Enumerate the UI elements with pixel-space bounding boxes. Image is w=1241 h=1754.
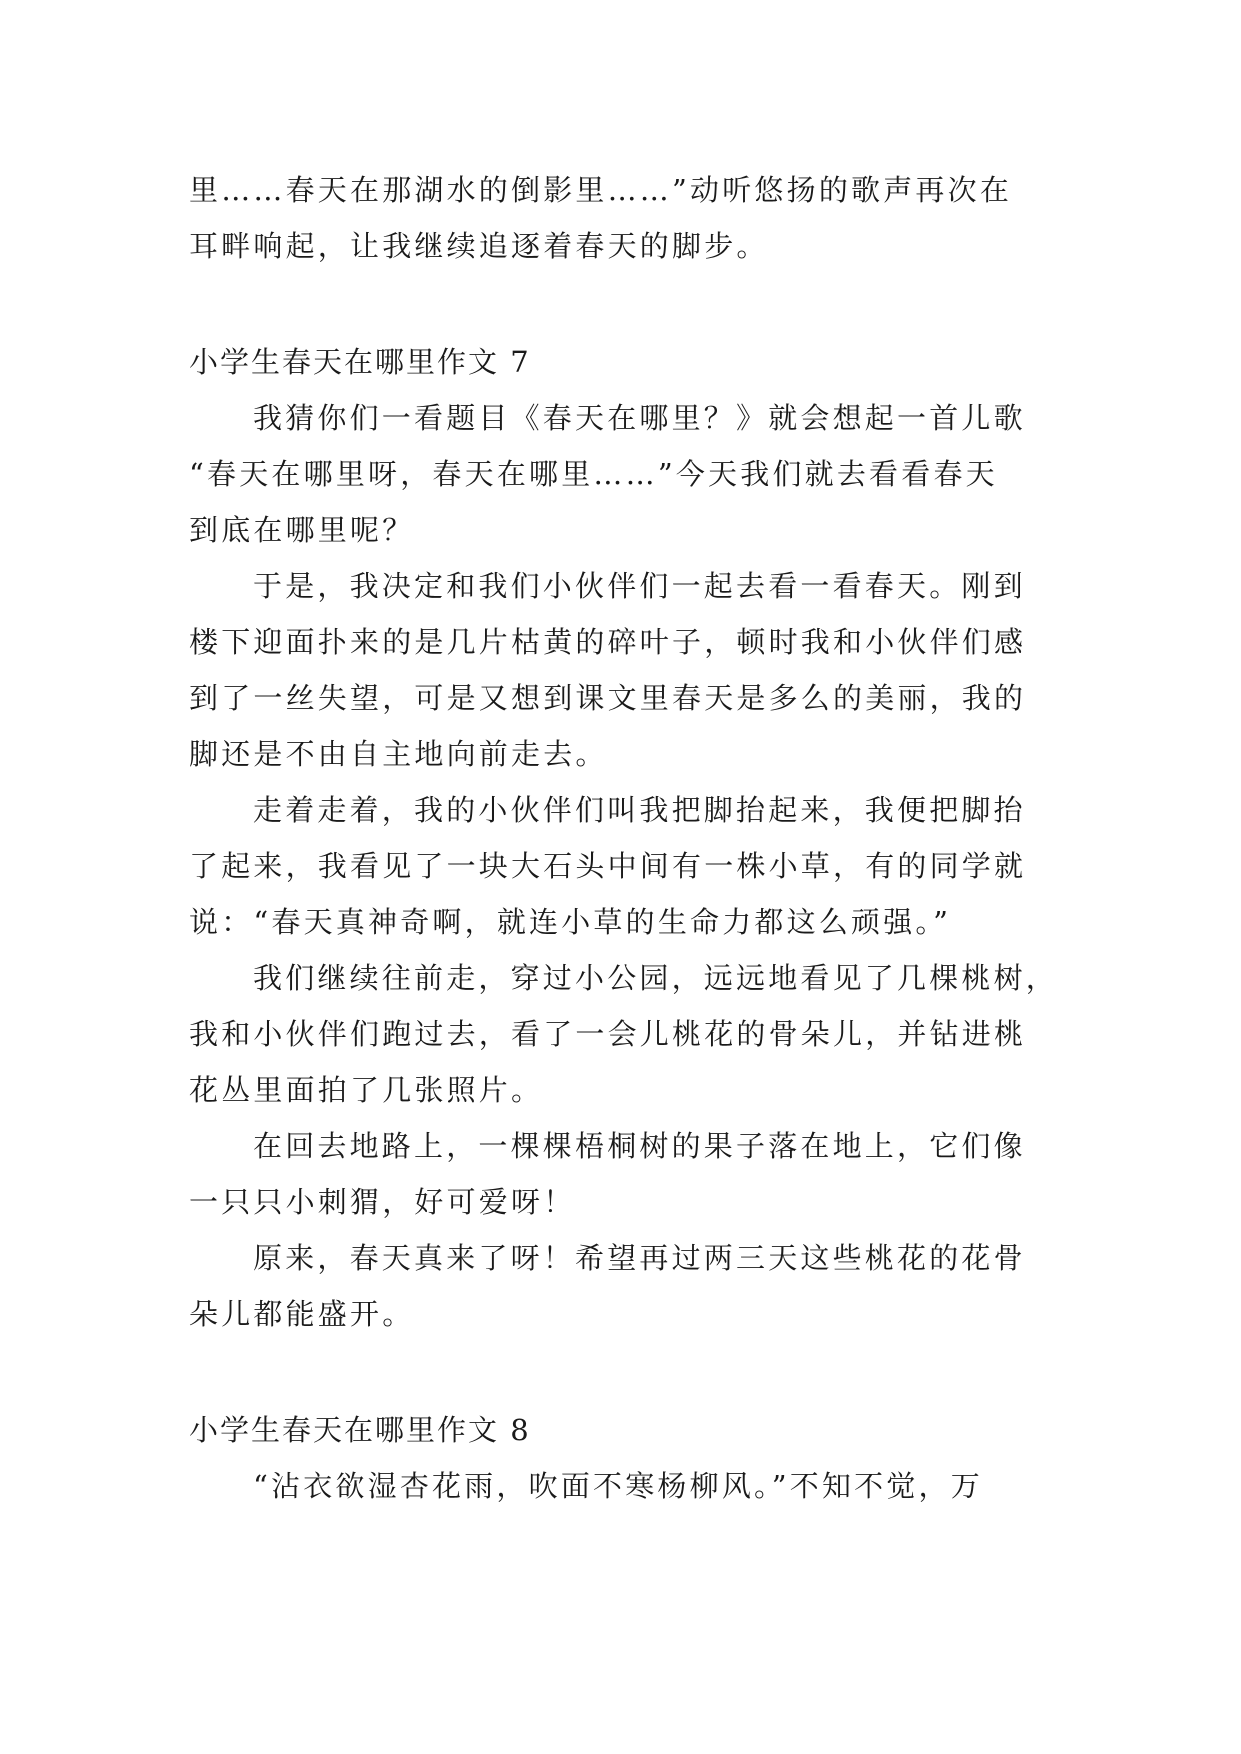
paragraph-line: 在回去地路上，一棵棵梧桐树的果子落在地上，它们像 [253,1129,1026,1163]
paragraph-line: “春天在哪里呀，春天在哪里……”今天我们就去看看春天 [189,457,998,491]
paragraph-line: 走着走着，我的小伙伴们叫我把脚抬起来，我便把脚抬 [253,793,1026,827]
section-title: 小学生春天在哪里作文 7 [189,345,531,379]
paragraph-line: 说：“春天真神奇啊，就连小草的生命力都这么顽强。” [189,905,952,939]
paragraph-line: 于是，我决定和我们小伙伴们一起去看一看春天。刚到 [253,569,1026,603]
section-title: 小学生春天在哪里作文 8 [189,1413,531,1447]
paragraph-line: 我猜你们一看题目《春天在哪里？》就会想起一首儿歌 [253,401,1026,435]
paragraph-line: 朵儿都能盛开。 [189,1297,415,1331]
paragraph-line: 我们继续往前走，穿过小公园，远远地看见了几棵桃树， [253,961,1059,995]
paragraph-line: 我和小伙伴们跑过去，看了一会儿桃花的骨朵儿，并钻进桃 [189,1017,1027,1051]
section-gap [189,1342,1057,1402]
paragraph-line: 到了一丝失望，可是又想到课文里春天是多么的美丽，我的 [189,681,1027,715]
paragraph-line: 了起来，我看见了一块大石头中间有一株小草，有的同学就 [189,849,1027,883]
paragraph-line: 原来，春天真来了呀！希望再过两三天这些桃花的花骨 [253,1241,1026,1275]
paragraph-line: 一只只小刺猬，好可爱呀！ [189,1185,576,1219]
paragraph-line: 楼下迎面扑来的是几片枯黄的碎叶子，顿时我和小伙伴们感 [189,625,1027,659]
text-line: 里……春天在那湖水的倒影里……”动听悠扬的歌声再次在 [189,173,1013,207]
document-body [189,162,1057,1514]
paragraph-line: 到底在哪里呢？ [189,513,415,547]
text-line: 耳畔响起，让我继续追逐着春天的脚步。 [189,229,769,263]
paragraph-line: 花丛里面拍了几张照片。 [189,1073,544,1107]
section-gap [189,274,1057,334]
paragraph-line: “沾衣欲湿杏花雨，吹面不寒杨柳风。”不知不觉，万 [253,1469,983,1503]
paragraph-line: 脚还是不由自主地向前走去。 [189,737,608,771]
